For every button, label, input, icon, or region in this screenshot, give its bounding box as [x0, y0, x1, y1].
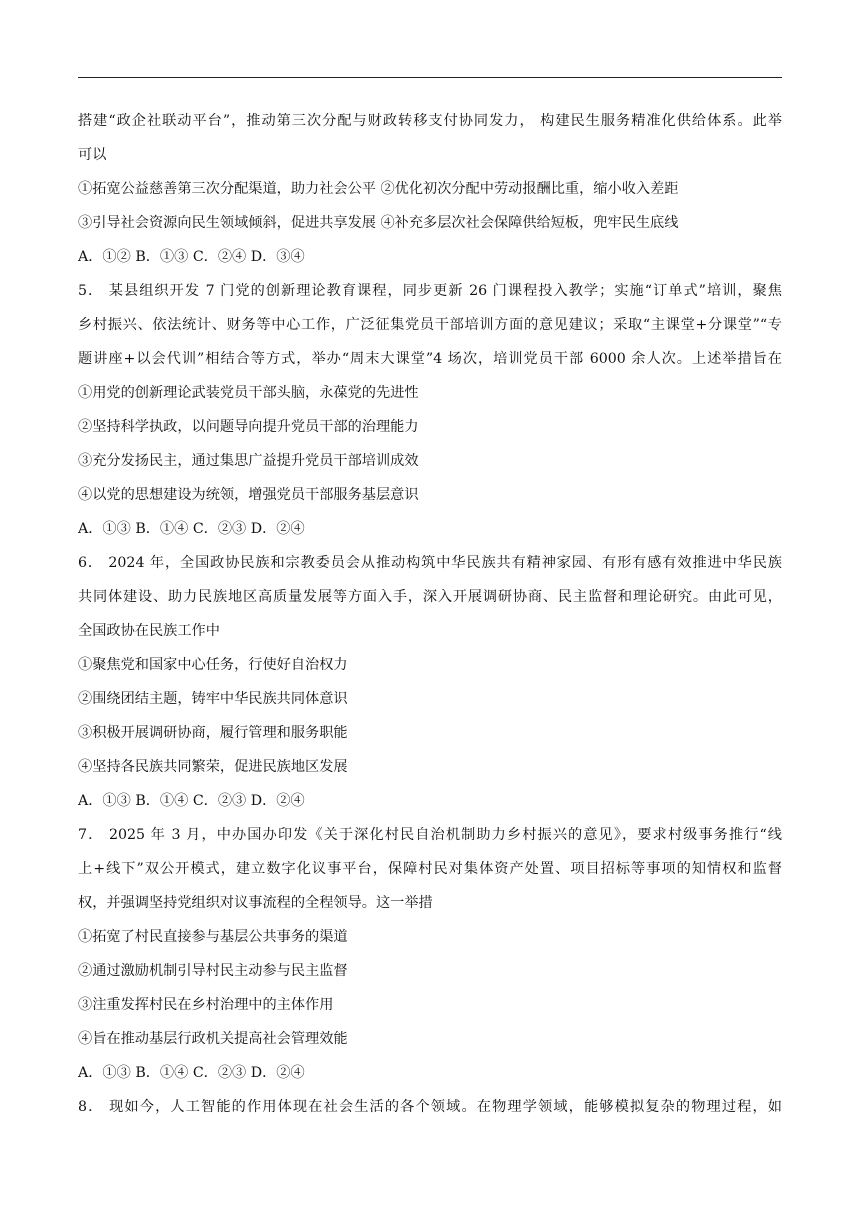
document-body — [78, 104, 782, 1124]
text-line: A．①③ B．①④ C．②③ D．②④ — [78, 521, 305, 537]
text-line: ③积极开展调研协商，履行管理和服务职能 — [78, 725, 348, 741]
text-line: ①用党的创新理论武装党员干部头脑，永葆党的先进性 — [78, 385, 419, 401]
text-line: A．①③ B．①④ C．②③ D．②④ — [78, 793, 305, 809]
text-line: ①聚焦党和国家中心任务，行使好自治权力 — [78, 657, 348, 673]
text-line: ②围绕团结主题，铸牢中华民族共同体意识 — [78, 691, 348, 707]
text-line: ①拓宽公益慈善第三次分配渠道，助力社会公平 ②优化初次分配中劳动报酬比重，缩小收入差距 — [78, 181, 679, 197]
text-line: 共同体建设、助力民族地区高质量发展等方面入手，深入开展调研协商、民主监督和理论研究。由此可见， — [78, 589, 782, 605]
text-line: 权，并强调坚持党组织对议事流程的全程领导。这一举措 — [78, 895, 433, 911]
text-line: 可以 — [78, 147, 107, 163]
header-rule — [78, 77, 782, 78]
text-line: 乡村振兴、依法统计、财务等中心工作，广泛征集党员干部培训方面的意见建议；采取“主课堂+分课堂”“专 — [78, 317, 782, 333]
text-line: ④旨在推动基层行政机关提高社会管理效能 — [78, 1031, 348, 1047]
text-line: ④以党的思想建设为统领，增强党员干部服务基层意识 — [78, 487, 419, 503]
text-line: 题讲座+以会代训”相结合等方式，举办“周末大课堂”4 场次，培训党员干部 6000 余人次。上述举措旨在 — [78, 351, 782, 367]
text-line: A．①③ B．①④ C．②③ D．②④ — [78, 1065, 305, 1081]
text-line: 7． 2025 年 3 月，中办国办印发《关于深化村民自治机制助力乡村振兴的意见》，要求村级事务推行“线 — [78, 827, 782, 843]
text-line: ②坚持科学执政，以问题导向提升党员干部的治理能力 — [78, 419, 419, 435]
text-line: 上+线下”双公开模式，建立数字化议事平台，保障村民对集体资产处置、项目招标等事项的知情权和监督 — [78, 861, 782, 877]
text-line: ③注重发挥村民在乡村治理中的主体作用 — [78, 997, 334, 1013]
text-line: 搭建“政企社联动平台”，推动第三次分配与财政转移支付协同发力， 构建民生服务精准化供给体系。此举 — [78, 113, 782, 129]
text-line: ①拓宽了村民直接参与基层公共事务的渠道 — [78, 929, 348, 945]
text-line: ③引导社会资源向民生领域倾斜，促进共享发展 ④补充多层次社会保障供给短板，兜牢民生底线 — [78, 215, 679, 231]
text-line: ③充分发扬民主，通过集思广益提升党员干部培训成效 — [78, 453, 419, 469]
text-line: A．①② B．①③ C．②④ D．③④ — [78, 249, 305, 265]
text-line: 5． 某县组织开发 7 门党的创新理论教育课程，同步更新 26 门课程投入教学；实施“订单式”培训，聚焦 — [78, 283, 782, 299]
text-line: 6． 2024 年，全国政协民族和宗教委员会从推动构筑中华民族共有精神家园、有形有感有效推进中华民族 — [78, 555, 782, 571]
text-line: ④坚持各民族共同繁荣，促进民族地区发展 — [78, 759, 348, 775]
text-line: 8． 现如今，人工智能的作用体现在社会生活的各个领域。在物理学领域，能够模拟复杂的物理过程，如 — [78, 1099, 782, 1115]
text-line: ②通过激励机制引导村民主动参与民主监督 — [78, 963, 348, 979]
text-line: 全国政协在民族工作中 — [78, 623, 220, 639]
